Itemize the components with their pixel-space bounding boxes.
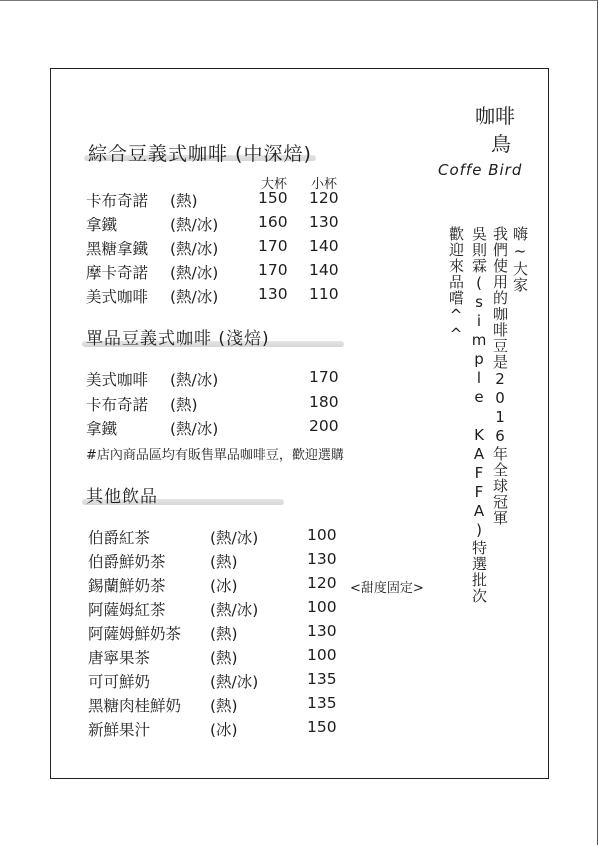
message-column-1: 嗨~大家 bbox=[511, 226, 529, 293]
menu-item-temp: (熱/冰) bbox=[170, 288, 219, 306]
menu-item-name: 阿薩姆紅茶 bbox=[88, 601, 166, 619]
menu-item-price: 100 bbox=[307, 526, 337, 544]
menu-item-price-small: 140 bbox=[309, 237, 339, 255]
menu-item-price-small: 130 bbox=[309, 213, 339, 231]
menu-item-temp: (熱/冰) bbox=[170, 264, 219, 282]
menu-item-price-large: 170 bbox=[258, 261, 288, 279]
menu-item-temp: (熱/冰) bbox=[210, 529, 259, 547]
brand-name-line1: 咖啡 bbox=[475, 104, 515, 128]
menu-item-name: 摩卡奇諾 bbox=[86, 264, 149, 282]
menu-item-name: 伯爵紅茶 bbox=[88, 529, 151, 547]
message-column-3: 吳則霖(simple KAFFA)特選批次 bbox=[470, 226, 488, 604]
single-section-title: 單品豆義式咖啡 (淺焙) bbox=[86, 329, 270, 349]
menu-item-price: 150 bbox=[307, 718, 337, 736]
menu-item-price: 130 bbox=[307, 550, 337, 568]
menu-item-temp: (熱) bbox=[210, 697, 238, 715]
menu-item-price: 135 bbox=[307, 670, 337, 688]
menu-item-price-large: 170 bbox=[258, 237, 288, 255]
col-large-header: 大杯 bbox=[261, 177, 288, 192]
brand-name-line2: 鳥 bbox=[491, 132, 511, 156]
menu-item-temp: (熱/冰) bbox=[170, 240, 219, 258]
blend-section-title: 綜合豆義式咖啡 (中深焙) bbox=[88, 143, 312, 165]
menu-item-price: 120 bbox=[307, 574, 337, 592]
menu-item-temp: (熱) bbox=[170, 396, 198, 414]
menu-item-price: 200 bbox=[309, 417, 339, 435]
menu-item-price-small: 120 bbox=[309, 189, 339, 207]
menu-item-name: 卡布奇諾 bbox=[86, 396, 149, 414]
menu-item-name: 阿薩姆鮮奶茶 bbox=[88, 625, 182, 643]
menu-item-price: 100 bbox=[307, 598, 337, 616]
col-small-header: 小杯 bbox=[311, 177, 338, 192]
menu-item-name: 黑糖拿鐵 bbox=[86, 240, 149, 258]
menu-item-temp: (熱/冰) bbox=[170, 420, 219, 438]
brand-english: Coffe Bird bbox=[438, 161, 523, 179]
message-column-4: 歡迎來品嚐^^ bbox=[447, 226, 465, 344]
menu-item-temp: (冰) bbox=[210, 721, 238, 739]
menu-item-name: 新鮮果汁 bbox=[88, 721, 151, 739]
menu-item-temp: (熱/冰) bbox=[210, 673, 259, 691]
menu-item-temp: (熱/冰) bbox=[210, 601, 259, 619]
menu-item-name: 美式咖啡 bbox=[86, 371, 149, 389]
sweetness-note: <甜度固定> bbox=[350, 581, 424, 596]
menu-item-name: 黑糖肉桂鮮奶 bbox=[88, 697, 182, 715]
menu-item-name: 錫蘭鮮奶茶 bbox=[88, 577, 166, 595]
menu-item-name: 美式咖啡 bbox=[86, 288, 149, 306]
menu-item-price-small: 140 bbox=[309, 261, 339, 279]
menu-item-name: 伯爵鮮奶茶 bbox=[88, 553, 166, 571]
menu-item-temp: (熱) bbox=[170, 192, 198, 210]
menu-item-price: 180 bbox=[309, 393, 339, 411]
menu-item-price: 170 bbox=[309, 368, 339, 386]
menu-item-name: 可可鮮奶 bbox=[88, 673, 151, 691]
menu-item-name: 拿鐵 bbox=[86, 216, 118, 234]
menu-item-name: 唐寧果茶 bbox=[88, 649, 151, 667]
menu-item-price-large: 130 bbox=[258, 285, 288, 303]
menu-item-price: 135 bbox=[307, 694, 337, 712]
message-column-2: 我們使用的咖啡豆是2016年全球冠軍 bbox=[491, 226, 509, 526]
menu-item-temp: (熱/冰) bbox=[170, 371, 219, 389]
menu-item-name: 卡布奇諾 bbox=[86, 192, 149, 210]
menu-item-temp: (熱/冰) bbox=[170, 216, 219, 234]
menu-item-temp: (熱) bbox=[210, 553, 238, 571]
menu-item-temp: (熱) bbox=[210, 649, 238, 667]
menu-item-price: 130 bbox=[307, 622, 337, 640]
coffee-bean-note: #店內商品區均有販售單品咖啡豆，歡迎選購 bbox=[86, 448, 344, 463]
menu-item-temp: (熱) bbox=[210, 625, 238, 643]
menu-item-temp: (冰) bbox=[210, 577, 238, 595]
menu-item-price: 100 bbox=[307, 646, 337, 664]
menu-item-price-large: 160 bbox=[258, 213, 288, 231]
other-section-title: 其他飲品 bbox=[86, 487, 158, 507]
menu-item-price-large: 150 bbox=[258, 189, 288, 207]
menu-item-name: 拿鐵 bbox=[86, 420, 118, 438]
menu-item-price-small: 110 bbox=[309, 285, 339, 303]
